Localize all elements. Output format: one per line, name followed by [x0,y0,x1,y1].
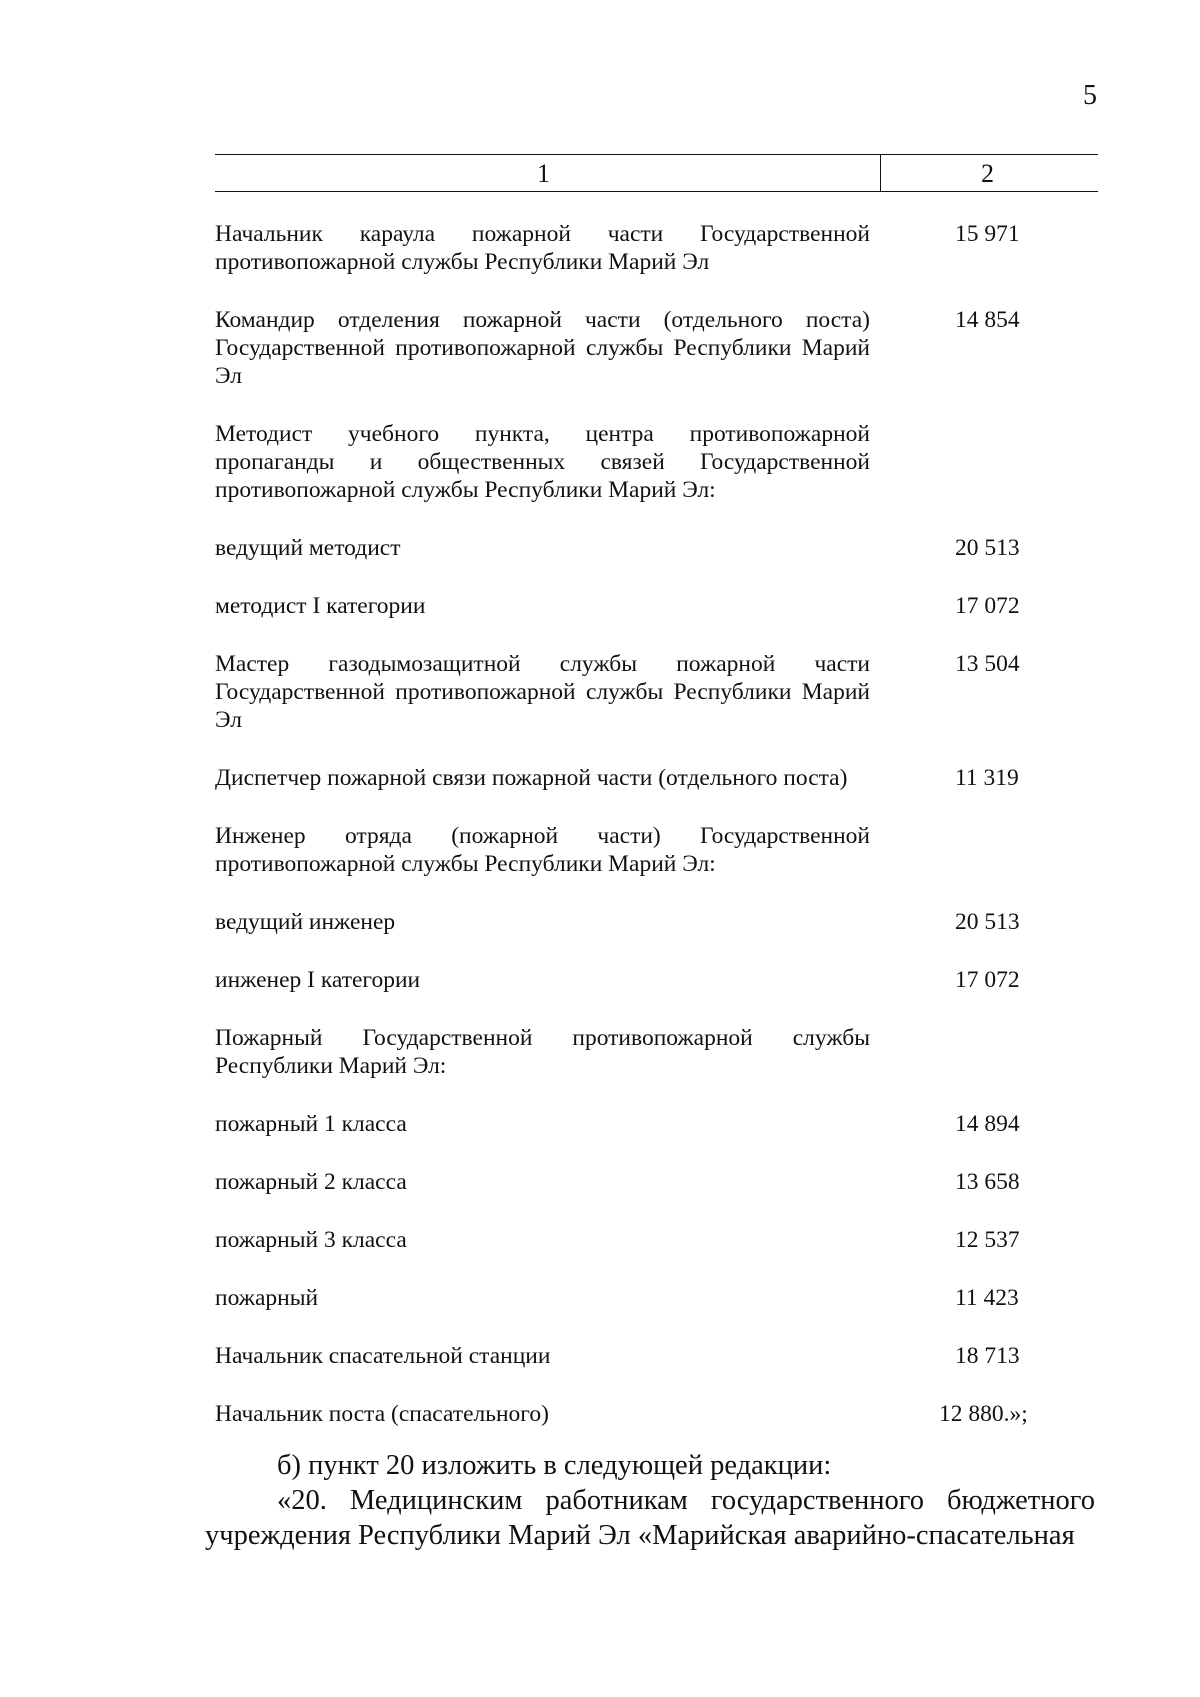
row-value: 11 423 [955,1285,1019,1311]
table-row [215,592,1115,620]
row-label: Диспетчер пожарной связи пожарной части (отдельного поста) [215,765,848,791]
table-row [215,1168,1115,1196]
row-label: Начальник караула пожарной части Государственной противопожарной службы Республики Марий Эл [215,221,870,275]
row-value: 17 072 [955,593,1020,619]
row-value: 18 713 [955,1343,1020,1369]
row-label: пожарный 3 класса [215,1227,407,1253]
row-label: методист I категории [215,593,426,619]
table-row [215,822,1115,878]
table-row [215,1400,1115,1428]
row-label: Начальник спасательной станции [215,1343,551,1369]
table-row [215,908,1115,936]
row-value: 12 537 [955,1227,1020,1253]
row-label: Пожарный Государственной противопожарной службы Республики Марий Эл: [215,1025,870,1079]
amendment-paragraph: б) пункт 20 изложить в следующей редакции: [277,1450,832,1481]
row-label: Командир отделения пожарной части (отдельного поста) Государственной противопожарной службы Республики Марий Эл [215,307,870,389]
table-row [215,534,1115,562]
column-header-2: 2 [981,159,994,188]
row-label: пожарный 1 класса [215,1111,407,1137]
table-header [215,154,1098,192]
column-divider [880,155,881,191]
row-value: 13 658 [955,1169,1020,1195]
table-row [215,220,1115,276]
table-row [215,650,1115,734]
table-row [215,306,1115,390]
table-row [215,1024,1115,1080]
row-label: Методист учебного пункта, центра противопожарной пропаганды и общественных связей Государственной противопожарной службы Республики Марий Эл: [215,421,870,503]
row-label: пожарный [215,1285,319,1311]
row-value: 13 504 [955,651,1020,677]
row-label: ведущий методист [215,535,401,561]
row-label: ведущий инженер [215,909,396,935]
table-body [215,220,1115,1428]
row-value: 17 072 [955,967,1020,993]
table-row [215,420,1115,504]
row-value: 14 894 [955,1111,1020,1137]
table-row [215,1284,1115,1312]
row-value: 14 854 [955,307,1020,333]
table-row [215,1342,1115,1370]
table-row [215,1226,1115,1254]
row-value: 20 513 [955,909,1020,935]
row-value: 20 513 [955,535,1020,561]
row-value: 12 880.»; [939,1401,1028,1427]
row-label: инженер I категории [215,967,421,993]
column-header-1: 1 [537,159,550,188]
row-label: Инженер отряда (пожарной части) Государственной противопожарной службы Республики Марий Эл: [215,823,870,877]
table-row [215,1110,1115,1138]
page-number: 5 [1083,80,1097,111]
table-row [215,966,1115,994]
closing-text [205,1448,1095,1553]
row-value: 11 319 [955,765,1019,791]
row-label: Начальник поста (спасательного) [215,1401,549,1427]
row-label: Мастер газодымозащитной службы пожарной части Государственной противопожарной службы Республики Марий Эл [215,651,870,733]
table-row [215,764,1115,792]
row-label: пожарный 2 класса [215,1169,407,1195]
clause-20-paragraph: «20. Медицинским работникам государственного бюджетного учреждения Республики Марий Эл «Марийская аварийно-спасательная [205,1485,1095,1551]
row-value: 15 971 [955,221,1020,247]
